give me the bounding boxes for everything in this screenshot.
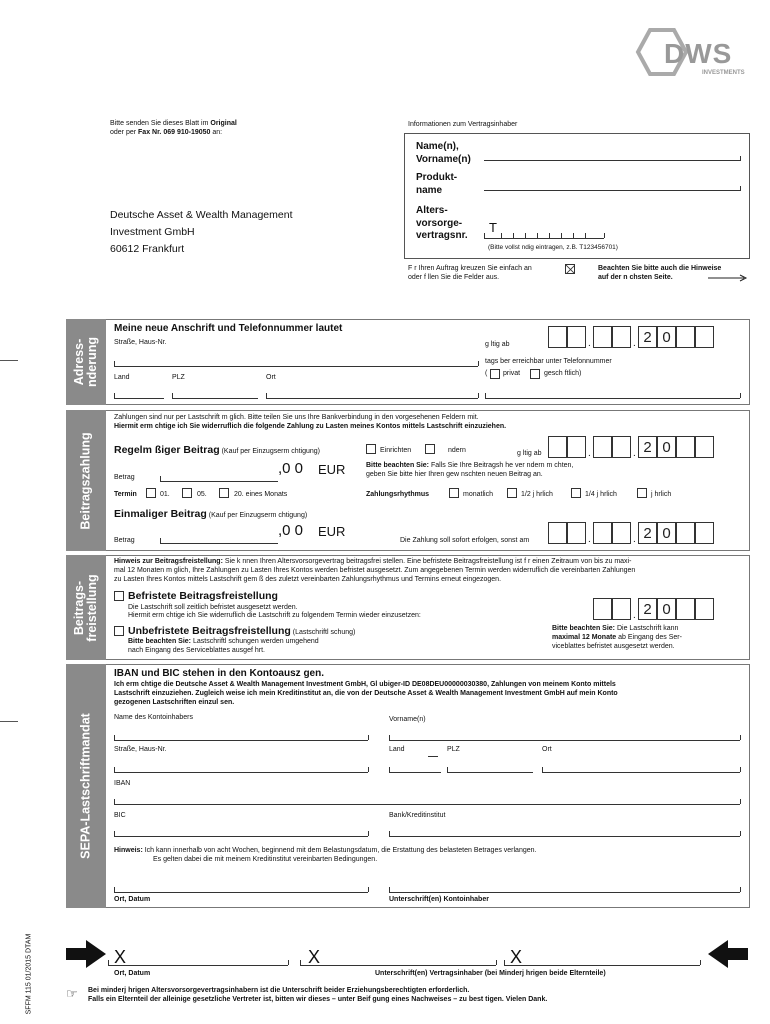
reg-valid-label: g ltig ab xyxy=(517,450,542,457)
sepa-sidebar xyxy=(66,664,106,908)
reg-amount-field[interactable] xyxy=(160,481,278,482)
once-month-1[interactable] xyxy=(593,522,612,544)
payment-info-1: Zahlungen sind nur per Lastschrift m glich. Bitte teilen Sie uns Ihre Bankverbindung in den vorgesehenen Feldern mit. xyxy=(114,414,479,421)
sepa-zip-field[interactable] xyxy=(447,772,533,773)
bic-label: BIC xyxy=(114,812,126,819)
setup-checkbox[interactable] xyxy=(366,444,376,454)
phone-private-label: privat xyxy=(503,370,521,377)
term-label: Termin xyxy=(114,491,137,498)
arrow-right-signature-icon xyxy=(66,940,106,968)
once-amount-cents: ,0 0 xyxy=(278,522,304,539)
reg-day-2[interactable] xyxy=(567,436,586,458)
setup-label: Einrichten xyxy=(380,447,412,454)
reg-year-1[interactable]: 2 xyxy=(638,436,657,458)
sepa-refund-hint: Hinweis: Ich kann innerhalb von acht Wochen, beginnend mit dem Belastungsdatum, die Erstattung des belasteten Betrages verlangen. Es gelten dabei die mit meinem Kreditinstitut vereinbarten Bedingungen. xyxy=(114,847,537,863)
contract-number-label: Alters- vorsorge- vertragsnr. xyxy=(416,205,468,241)
reg-year-3[interactable] xyxy=(676,436,695,458)
reg-amount-cents: ,0 0 xyxy=(278,460,304,477)
reg-month-2[interactable] xyxy=(612,436,631,458)
temporary-suspension-title: Befristete Beitragsfreistellung xyxy=(128,590,278,602)
quarterly-checkbox[interactable] xyxy=(571,488,581,498)
iban-field[interactable] xyxy=(114,804,740,805)
street-field[interactable] xyxy=(114,366,478,367)
phone-business-label: gesch ftlich) xyxy=(544,370,582,377)
change-checkbox[interactable] xyxy=(425,444,435,454)
bic-field[interactable] xyxy=(114,836,368,837)
valid-year-3[interactable] xyxy=(676,326,695,348)
sepa-signature-field[interactable] xyxy=(389,892,740,893)
half-yearly-checkbox[interactable] xyxy=(507,488,517,498)
term-01-label: 01. xyxy=(160,491,170,498)
country-label: Land xyxy=(114,374,130,381)
valid-day-2[interactable] xyxy=(567,326,586,348)
resume-month-1[interactable] xyxy=(593,598,612,620)
once-year-1[interactable]: 2 xyxy=(638,522,657,544)
sepa-side-label: SEPA-Lastschriftmandat xyxy=(78,713,93,859)
valid-from-label: g ltig ab xyxy=(485,341,510,348)
address-change-title: Meine neue Anschrift und Telefonnummer lautet xyxy=(114,323,343,334)
phone-field[interactable] xyxy=(485,398,740,399)
city-label: Ort xyxy=(266,374,276,381)
address-change-sidebar xyxy=(66,319,106,405)
once-amount-label: Betrag xyxy=(114,537,135,544)
phone-private-checkbox[interactable] xyxy=(490,369,500,379)
minor-note: Bei minderj hrigen Altersvorsorgevertragsinhabern ist die Unterschrift beider Erziehungsberechtigten erforderlich. Falls ein Elternteil der alleinige gesetzliche Vertreter ist, bitten wir dieses – unter Beif gung eines Nachweises – zu best tigen. Vielen Dank. xyxy=(88,987,548,1003)
logo-sub: INVESTMENTS xyxy=(702,70,745,76)
sepa-title: IBAN und BIC stehen in den Kontoausz gen. xyxy=(114,668,324,679)
first-name-field[interactable] xyxy=(389,740,740,741)
contract-number-prefix: T xyxy=(489,220,497,235)
valid-year-4[interactable] xyxy=(695,326,714,348)
once-year-3[interactable] xyxy=(676,522,695,544)
valid-month-2[interactable] xyxy=(612,326,631,348)
resume-year-2[interactable]: 0 xyxy=(657,598,676,620)
one-time-title: Einmaliger Beitrag (Kauf per Einzugserm chtigung) xyxy=(114,508,308,520)
signature-field-1[interactable] xyxy=(300,965,496,966)
bank-label: Bank/Kreditinstitut xyxy=(389,812,446,819)
contract-number-field[interactable] xyxy=(484,238,604,239)
term-01-checkbox[interactable] xyxy=(146,488,156,498)
dws-logo xyxy=(632,22,750,82)
send-instructions: Bitte senden Sie dieses Blatt im Original oder per Fax Nr. 069 910-19050 an: xyxy=(110,120,237,136)
name-label: Name(n), Vorname(n) xyxy=(416,141,471,165)
term-20-label: 20. eines Monats xyxy=(234,491,288,498)
regular-title: Regelm ßiger Beitrag (Kauf per Einzugserm chtigung) xyxy=(114,444,321,456)
permanent-suspension-checkbox[interactable] xyxy=(114,626,124,636)
fold-mark-top xyxy=(0,360,18,361)
name-field[interactable] xyxy=(484,160,740,161)
once-year-4[interactable] xyxy=(695,522,714,544)
sepa-zip-label: PLZ xyxy=(447,746,460,753)
once-month-2[interactable] xyxy=(612,522,631,544)
resume-year-4[interactable] xyxy=(695,598,714,620)
notes-hint: Beachten Sie bitte auch die Hinweise auf der n chsten Seite. xyxy=(598,265,722,281)
yearly-checkbox[interactable] xyxy=(637,488,647,498)
signature-field-2[interactable] xyxy=(504,965,700,966)
yearly-label: j hrlich xyxy=(651,491,672,498)
arrow-left-signature-icon xyxy=(708,940,748,968)
place-date-label: Ort, Datum xyxy=(114,970,151,977)
once-day-2[interactable] xyxy=(567,522,586,544)
form-code: SFFM 115 01/2015 DTAM xyxy=(25,933,33,1015)
temporary-text-2: Hiermit erm chtige ich Sie widerruflich die Lastschrift zu folgendem Termin wieder einzusetzen: xyxy=(128,612,421,619)
resume-year-1[interactable]: 2 xyxy=(638,598,657,620)
payment-sidebar xyxy=(66,410,106,551)
country-field[interactable] xyxy=(114,398,164,399)
temporary-suspension-checkbox[interactable] xyxy=(114,591,124,601)
valid-year-2[interactable]: 0 xyxy=(657,326,676,348)
account-holder-label: Name des Kontoinhabers xyxy=(114,714,193,721)
holder-signature-label: Unterschrift(en) Vertragsinhaber (bei Minderj hrigen beide Elternteile) xyxy=(375,970,606,977)
once-note: Die Zahlung soll sofort erfolgen, sonst am xyxy=(400,537,530,544)
cross-instructions: F r Ihren Auftrag kreuzen Sie einfach an oder f llen Sie die Felder aus. xyxy=(408,265,532,281)
cross-icon xyxy=(566,265,575,274)
logo-name: DWS xyxy=(664,38,733,69)
once-currency: EUR xyxy=(318,524,346,539)
change-label: ndern xyxy=(448,447,466,454)
city-field[interactable] xyxy=(266,398,478,399)
reg-year-2[interactable]: 0 xyxy=(657,436,676,458)
reg-amount-label: Betrag xyxy=(114,474,135,481)
resume-year-3[interactable] xyxy=(676,598,695,620)
bank-field[interactable] xyxy=(389,836,740,837)
valid-day-1[interactable] xyxy=(548,326,567,348)
address-change-side-label: Adress- nderung xyxy=(71,337,99,387)
sepa-country-field[interactable] xyxy=(389,772,441,773)
sepa-country-label: Land xyxy=(389,746,405,753)
valid-year-1[interactable]: 2 xyxy=(638,326,657,348)
phone-label: tags ber erreichbar unter Telefonnummer xyxy=(485,358,612,365)
permanent-hint: Bitte beachten Sie: Lastschriftl schungen werden umgehend nach Eingang des Serviceblattes ausgef hrt. xyxy=(128,638,319,654)
reg-hint: Bitte beachten Sie: Falls Sie Ihre Beitragsh he ver ndern m chten, geben Sie bitte hier Ihren gew nschten neuen Beitrag an. xyxy=(366,462,574,478)
term-05-checkbox[interactable] xyxy=(182,488,192,498)
suspension-info: Hinweis zur Beitragsfreistellung: Sie k nnen Ihren Altersvorsorgevertrag beitragsfrei stellen. Eine befristete Beitragsfreistellung ist f r einen Zeitraum von bis zu maxi- mal 12 Monaten m glich, Ihre Zahlungen zu Lasten Ihres Kontos werden befristet ausgesetzt. Zum angegebenen Termin werden widerruflich die vereinbarten Zahlungen zu Lasten Ihres Kontos mittels Lastschrift gem ß des zuletzt vereinbarten Zahlungsrhythmus und Termins erneut eingezogen. xyxy=(114,558,636,583)
fold-mark-bottom xyxy=(0,721,18,722)
sepa-city-field[interactable] xyxy=(542,772,740,773)
monthly-label: monatlich xyxy=(463,491,493,498)
zip-label: PLZ xyxy=(172,374,185,381)
zip-field[interactable] xyxy=(172,398,258,399)
permanent-suspension-title: Unbefristete Beitragsfreistellung (Lastschriftl schung) xyxy=(128,625,356,637)
term-05-label: 05. xyxy=(197,491,207,498)
monthly-checkbox[interactable] xyxy=(449,488,459,498)
sepa-place-date-label: Ort, Datum xyxy=(114,896,151,903)
arrow-right-icon xyxy=(708,274,748,282)
half-yearly-label: 1/2 j hrlich xyxy=(521,491,553,498)
phone-business-checkbox[interactable] xyxy=(530,369,540,379)
once-year-2[interactable]: 0 xyxy=(657,522,676,544)
suspension-sidebar xyxy=(66,555,106,660)
reg-month-1[interactable] xyxy=(593,436,612,458)
place-date-field[interactable] xyxy=(108,965,288,966)
once-amount-field[interactable] xyxy=(160,543,278,544)
sign-x-1: X xyxy=(114,947,127,967)
contract-number-hint: (Bitte vollst ndig eintragen, z.B. T123456701) xyxy=(488,244,618,251)
info-heading: Informationen zum Vertragsinhaber xyxy=(408,121,518,128)
product-field[interactable] xyxy=(484,190,740,191)
reg-day-1[interactable] xyxy=(548,436,567,458)
sepa-street-label: Straße, Haus-Nr. xyxy=(114,746,167,753)
quarterly-label: 1/4 j hrlich xyxy=(585,491,617,498)
sign-x-2: X xyxy=(308,947,321,967)
sign-x-3: X xyxy=(510,947,523,967)
sepa-street-field[interactable] xyxy=(114,772,368,773)
pointing-hand-icon: ☞ xyxy=(66,986,78,1001)
suspension-max-hint: Bitte beachten Sie: Die Lastschrift kann maximal 12 Monate ab Eingang des Ser- viceblattes befristet ausgesetzt werden. xyxy=(552,625,682,650)
once-day-1[interactable] xyxy=(548,522,567,544)
reg-year-4[interactable] xyxy=(695,436,714,458)
sepa-mandate-text: Ich erm chtige die Deutsche Asset & Wealth Management Investment GmbH, Gl ubiger-ID DE08DEU00000030380, Zahlungen von meinem Konto mittels Lastschrift einzuziehen. Zugleich weise ich mein Kreditinstitut an, die von der Deutsche Asset & Wealth Management Investment GmbH auf mein Konto gezogenen Lastschriften einzul sen. xyxy=(114,681,618,706)
rhythm-label: Zahlungsrhythmus xyxy=(366,491,430,498)
resume-month-2[interactable] xyxy=(612,598,631,620)
reg-currency: EUR xyxy=(318,462,346,477)
recipient-address: Deutsche Asset & Wealth Management Investment GmbH 60612 Frankfurt xyxy=(110,209,293,255)
sepa-city-label: Ort xyxy=(542,746,552,753)
product-label: Produkt- name xyxy=(416,172,458,196)
sepa-place-date-field[interactable] xyxy=(114,892,368,893)
sepa-signature-label: Unterschrift(en) Kontoinhaber xyxy=(389,896,489,903)
valid-month-1[interactable] xyxy=(593,326,612,348)
example-crossed-checkbox xyxy=(565,264,575,274)
suspension-side-label: Beitrags- freistellung xyxy=(71,573,99,642)
payment-side-label: Beitragszahlung xyxy=(78,431,93,530)
payment-info-2: Hiermit erm chtige ich Sie widerruflich die folgende Zahlung zu Lasten meines Kontos mittels Lastschrift einzuziehen. xyxy=(114,423,507,430)
term-20-checkbox[interactable] xyxy=(219,488,229,498)
account-holder-field[interactable] xyxy=(114,740,368,741)
street-label: Straße, Haus-Nr. xyxy=(114,339,167,346)
first-name-label: Vorname(n) xyxy=(389,716,426,723)
phone-paren: ( xyxy=(485,370,488,377)
temporary-text-1: Die Lastschrift soll zeitlich befristet ausgesetzt werden. xyxy=(128,604,298,611)
iban-label: IBAN xyxy=(114,780,131,787)
